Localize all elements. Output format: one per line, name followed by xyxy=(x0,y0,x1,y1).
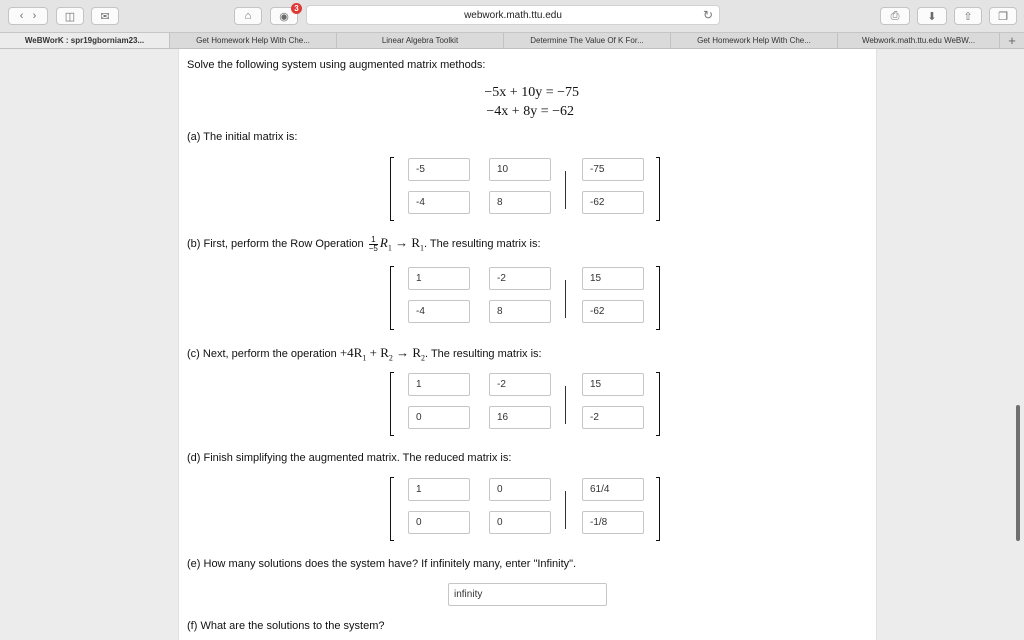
home-icon: ⌂ xyxy=(244,10,252,22)
matrix-cell[interactable]: 0 xyxy=(408,406,470,429)
row-op-term: +4R xyxy=(339,345,363,360)
home-button[interactable] xyxy=(234,7,262,25)
tab-webwork[interactable]: WeBWorK : spr19gborniam23... xyxy=(0,33,170,48)
problem-intro: Solve the following system using augmented matrix methods: xyxy=(187,59,486,71)
matrix-cell[interactable]: -2 xyxy=(489,373,551,396)
new-tab-button[interactable]: + xyxy=(1008,33,1016,48)
tabs-overview-button[interactable] xyxy=(989,7,1017,25)
equation-2: −4x + 8y = −62 xyxy=(486,104,574,119)
shield-icon: ◉ xyxy=(279,10,289,23)
left-bracket xyxy=(390,477,394,541)
left-bracket xyxy=(390,266,394,330)
right-bracket xyxy=(656,157,660,221)
part-b-suffix: . The resulting matrix is: xyxy=(423,238,541,250)
part-c-prefix: (c) Next, perform the operation xyxy=(187,348,340,360)
address-bar[interactable] xyxy=(306,5,720,25)
sidebar-icon: ◫ xyxy=(64,10,76,23)
matrix-cell[interactable]: 10 xyxy=(489,158,551,181)
row-subscript: 2 xyxy=(421,353,426,363)
matrix-cell[interactable]: -5 xyxy=(408,158,470,181)
part-b-prefix: (b) First, perform the Row Operation xyxy=(187,238,367,250)
solutions-count-input[interactable]: infinity xyxy=(448,583,607,606)
back-forward-buttons[interactable] xyxy=(8,7,48,25)
part-e-label: (e) How many solutions does the system have? If infinitely many, enter "Infinity". xyxy=(187,558,577,570)
left-bracket xyxy=(390,372,394,436)
row-arrow-target: → R xyxy=(391,235,420,250)
matrix-cell[interactable]: -1/8 xyxy=(582,511,644,534)
printer-icon: ⎙ xyxy=(890,9,900,22)
matrix-cell[interactable]: -2 xyxy=(582,406,644,429)
part-c-label xyxy=(187,345,542,363)
augment-divider xyxy=(565,171,566,209)
row-arrow-target: → R xyxy=(392,345,422,360)
matrix-cell[interactable]: 0 xyxy=(489,478,551,501)
sidebar-button[interactable] xyxy=(56,7,84,25)
left-bracket xyxy=(390,157,394,221)
matrix-cell[interactable]: -62 xyxy=(582,300,644,323)
part-b-label xyxy=(187,235,541,253)
row-subscript: 2 xyxy=(388,353,393,363)
matrix-reduced xyxy=(390,477,662,541)
tab-webwork-ttu[interactable]: Webwork.math.ttu.edu WeBW... xyxy=(838,33,1000,48)
matrix-initial xyxy=(390,157,662,221)
augment-divider xyxy=(565,491,566,529)
share-icon: ⇧ xyxy=(963,10,973,23)
part-f-label: (f) What are the solutions to the system? xyxy=(187,620,385,632)
problem-content xyxy=(178,49,877,640)
tab-bar xyxy=(0,32,1024,49)
matrix-cell[interactable]: 61/4 xyxy=(582,478,644,501)
matrix-cell[interactable]: 1 xyxy=(408,267,470,290)
fraction xyxy=(369,236,378,253)
print-button[interactable] xyxy=(880,7,910,25)
matrix-cell[interactable]: 1 xyxy=(408,478,470,501)
download-icon: ⬇ xyxy=(927,10,937,23)
mail-icon: ✉ xyxy=(100,10,110,23)
notification-badge: 3 xyxy=(291,3,302,14)
right-bracket xyxy=(656,477,660,541)
browser-toolbar xyxy=(0,0,1024,32)
matrix-cell[interactable]: -75 xyxy=(582,158,644,181)
matrix-cell[interactable]: -4 xyxy=(408,191,470,214)
reload-icon[interactable]: ↻ xyxy=(702,8,713,22)
row-subscript: 1 xyxy=(419,243,424,253)
row-op-term: + R xyxy=(366,345,389,360)
tabs-icon: ❐ xyxy=(998,10,1008,23)
tab-linear-algebra-toolkit[interactable]: Linear Algebra Toolkit xyxy=(337,33,504,48)
matrix-cell[interactable]: 0 xyxy=(489,511,551,534)
forward-icon[interactable]: › xyxy=(32,10,37,22)
matrix-cell[interactable]: 1 xyxy=(408,373,470,396)
matrix-cell[interactable]: 8 xyxy=(489,191,551,214)
fraction-numerator: 1 xyxy=(369,236,378,245)
matrix-cell[interactable]: -62 xyxy=(582,191,644,214)
augment-divider xyxy=(565,386,566,424)
part-d-label: (d) Finish simplifying the augmented matrix. The reduced matrix is: xyxy=(187,452,512,464)
share-button[interactable] xyxy=(954,7,982,25)
right-bracket xyxy=(656,266,660,330)
tab-homework-help-2[interactable]: Get Homework Help With Che... xyxy=(671,33,838,48)
matrix-cell[interactable]: 8 xyxy=(489,300,551,323)
tab-homework-help-1[interactable]: Get Homework Help With Che... xyxy=(170,33,337,48)
scrollbar-thumb[interactable] xyxy=(1016,405,1020,541)
row-subscript: 1 xyxy=(362,353,367,363)
matrix-cell[interactable]: 0 xyxy=(408,511,470,534)
row-symbol: R xyxy=(379,235,388,250)
row-operation-b xyxy=(379,235,424,253)
matrix-cell[interactable]: -4 xyxy=(408,300,470,323)
download-button[interactable] xyxy=(917,7,947,25)
row-subscript: 1 xyxy=(387,243,392,253)
part-a-label: (a) The initial matrix is: xyxy=(187,131,298,143)
url-text: webwork.math.ttu.edu xyxy=(464,9,562,21)
row-operation-c xyxy=(339,345,426,363)
equation-1: −5x + 10y = −75 xyxy=(484,85,579,100)
mail-button[interactable] xyxy=(91,7,119,25)
right-bracket xyxy=(656,372,660,436)
part-c-suffix: . The resulting matrix is: xyxy=(425,348,542,360)
matrix-step-b xyxy=(390,266,662,330)
tab-determine-k[interactable]: Determine The Value Of K For... xyxy=(504,33,671,48)
matrix-cell[interactable]: 16 xyxy=(489,406,551,429)
fraction-denominator: −5 xyxy=(368,243,378,253)
augment-divider xyxy=(565,280,566,318)
back-icon[interactable]: ‹ xyxy=(19,10,24,22)
matrix-cell[interactable]: 15 xyxy=(582,373,644,396)
matrix-step-c xyxy=(390,372,662,436)
matrix-cell[interactable]: 15 xyxy=(582,267,644,290)
matrix-cell[interactable]: -2 xyxy=(489,267,551,290)
